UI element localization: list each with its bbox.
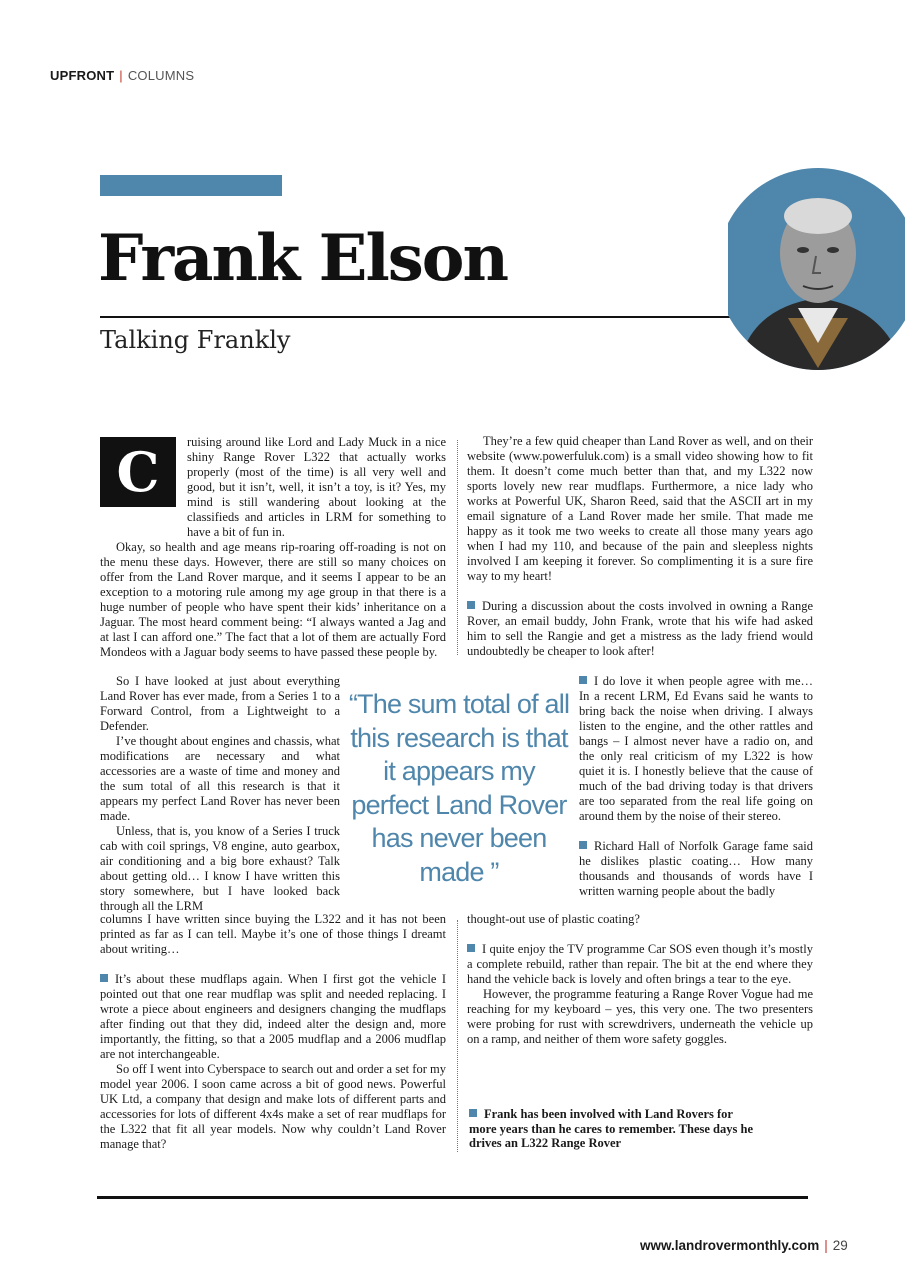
page-number: 29 xyxy=(832,1238,848,1253)
column-divider xyxy=(457,920,458,1152)
right-col-upper xyxy=(467,434,813,659)
author-bio: Frank has been involved with Land Rovers for more years than he cares to remember. These days he drives an L322 Range Rover xyxy=(469,1107,753,1150)
paragraph: So off I went into Cyberspace to search out and order a set for my model year 2006. I soon came across a bit of good news. Powerful UK Ltd, a company that design and make lots of different parts and accessories for lots of different 4x4s make a set of rear mudflaps for the L322 that fit all year models. Now why couldn’t Land Rover manage that? xyxy=(100,1062,446,1151)
footer-rule xyxy=(97,1196,808,1199)
paragraph: They’re a few quid cheaper than Land Rover as well, and on their website (www.powerfuluk.com) is a small video showing how to fit them. It doesn’t come much better than that, and my L322 now sports lovely new rear mudflaps. Furthermore, a nice lady who works at Powerful UK, Sharon Reed, said that the ASCII art in my email signature of a Land Rover made her smile. That made me happy as it took me two weeks to create all those many years ago when I had my 110, and because of the pain and sleepless nights involved I am keeping it forever. So complimenting it is a sure fire way to my heart! xyxy=(467,434,813,583)
bullet-square-icon xyxy=(467,601,475,609)
right-col-lower xyxy=(467,912,813,1047)
drop-cap: C xyxy=(100,437,176,507)
paragraph: columns I have written since buying the L322 and it has not been printed as far as I can tell. Maybe it’s one of those things I dreamt about writing… xyxy=(100,912,446,956)
bullet-square-icon xyxy=(469,1109,477,1117)
paragraph: I quite enjoy the TV programme Car SOS even though it’s mostly a complete rebuild, rather than repair. The bit at the end where they hand the vehicle back is lovely and often brings a tear to the eye. xyxy=(467,942,813,986)
paragraph: Okay, so health and age means rip-roaring off-roading is not on the menu these days. However, there are still so many choices on offer from the Land Rover marque, and it seems I appear to be an exception to a motoring rule among my age group in that there is a huge number of people who have spent their kids’ inheritance on a Jaguar. The most heard comment being: “I always wanted a Jag and at last I can afford one.” The fact that a lot of them are actually Ford Mondeos with a Jaguar body seems to have passed these people by. xyxy=(100,540,446,659)
paragraph: Richard Hall of Norfolk Garage fame said he dislikes plastic coating… How many thousands and thousands of words have I written warning people about the badly xyxy=(579,839,813,898)
section-label: UPFRONT xyxy=(50,68,115,83)
paragraph: I do love it when people agree with me… In a recent LRM, Ed Evans said he wants to bring back the noise when driving. I always listen to the engine, and the other rattles and bangs – I almost never have a radio on, and the only real criticism of my L322 is how quiet it is. I honestly believe that the cause of much of the bad driving today is that drivers are too separated from the real life going on around them by the noise of their stereo. xyxy=(579,674,813,823)
left-col-lead xyxy=(187,435,446,539)
bullet-square-icon xyxy=(467,944,475,952)
column-title: Talking Frankly xyxy=(100,326,291,354)
pull-quote: “The sum total of all this research is that it appears my perfect Land Rover has never been made ” xyxy=(348,689,570,887)
bullet-square-icon xyxy=(579,676,587,684)
left-col-upper xyxy=(100,540,446,660)
paragraph: So I have looked at just about everything Land Rover has ever made, from a Series 1 to a Forward Control, from a Lightweight to a Defender. xyxy=(100,674,340,733)
title-rule xyxy=(100,316,760,318)
left-col-narrow xyxy=(100,674,340,914)
paragraph: However, the programme featuring a Range Rover Vogue had me reaching for my keyboard – yes, this very one. The two presenters were probing for rust with screwdrivers, underneath the vehicle up on a ramp, and neither of them wore safety goggles. xyxy=(467,987,813,1046)
page-footer: www.landrovermonthly.com | 29 xyxy=(640,1238,848,1253)
left-col-lower xyxy=(100,912,446,1152)
bullet-square-icon xyxy=(579,841,587,849)
accent-bar xyxy=(100,175,282,196)
paragraph: ruising around like Lord and Lady Muck in a nice shiny Range Rover L322 that actually works properly (most of the time) is all very well and good, but it isn’t, well, it isn’t a toy, is it? Yes, my mind is still wandering about looking at the classifieds and articles in LRM for something to have a bit of fun in. xyxy=(187,435,446,539)
right-col-narrow xyxy=(579,674,813,899)
column-divider xyxy=(457,440,458,655)
paragraph: thought-out use of plastic coating? xyxy=(467,912,640,926)
subsection-label: COLUMNS xyxy=(127,68,195,83)
website-link[interactable]: www.landrovermonthly.com xyxy=(640,1238,820,1253)
paragraph: Unless, that is, you know of a Series I truck cab with coil springs, V8 engine, auto gearbox, air conditioning and a big bore exhaust? Talk about getting old… I know I have written this story somewhere, but I have looked back through all the LRM xyxy=(100,824,340,913)
section-kicker: UPFRONT | COLUMNS xyxy=(50,68,195,83)
paragraph: It’s about these mudflaps again. When I first got the vehicle I pointed out that one rear mudflap was split and needed replacing. I wrote a piece about engineers and designers changing the mudflaps after finding out that they did, indeed alter the design and, more importantly, the fitting, so that a 2005 mudflap and a 2006 mudflap are not interchangeable. xyxy=(100,972,446,1061)
author-title: Frank Elson xyxy=(98,221,507,296)
paragraph: I’ve thought about engines and chassis, what modifications are necessary and what accessories are a waste of time and money and the sum total of all this research is that it appears my perfect Land Rover has never been made. xyxy=(100,734,340,823)
bullet-square-icon xyxy=(100,974,108,982)
paragraph: During a discussion about the costs involved in owning a Range Rover, an email buddy, John Frank, wrote that his wife had asked him to sell the Rangie and get a mistress as the lady friend would undoubtedly be cheaper to look after! xyxy=(467,599,813,658)
author-portrait xyxy=(728,168,905,370)
